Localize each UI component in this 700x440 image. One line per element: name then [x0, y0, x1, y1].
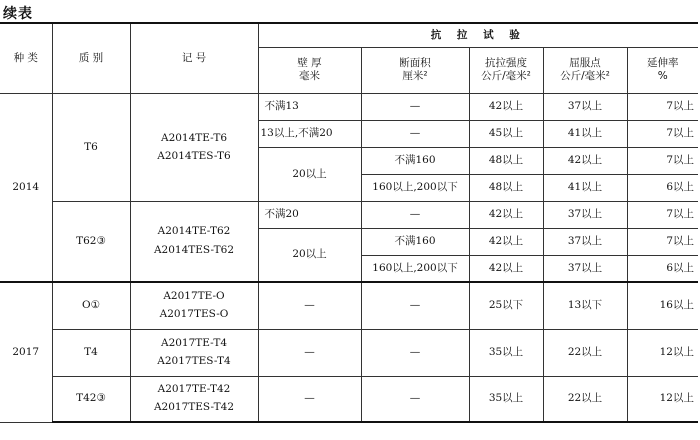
elongation-cell: 7以上: [627, 201, 698, 228]
strength-cell: 42以上: [469, 93, 543, 120]
yield-cell: 22以上: [543, 376, 627, 422]
strength-cell: 45以上: [469, 120, 543, 147]
temper-t6: T6: [52, 93, 130, 201]
strength-cell: 48以上: [469, 174, 543, 201]
table-row: [0, 93, 698, 120]
elongation-cell: 7以上: [627, 147, 698, 174]
thickness-cell: 不满13: [258, 93, 361, 120]
header-row-1: [0, 23, 698, 47]
area-cell: 160以上,200以下: [361, 174, 469, 201]
area-cell: 不满160: [361, 228, 469, 255]
strength-cell: 48以上: [469, 147, 543, 174]
yield-cell: 37以上: [543, 93, 627, 120]
yield-cell: 22以上: [543, 329, 627, 376]
header-area: 断面积 厘米²: [361, 47, 469, 93]
yield-cell: 13以下: [543, 282, 627, 329]
elongation-cell: 7以上: [627, 93, 698, 120]
table-row: [0, 201, 698, 228]
table-caption: 续表: [3, 6, 33, 22]
strength-cell: 42以上: [469, 228, 543, 255]
header-kind: 种 类: [0, 23, 52, 93]
elongation-cell: 7以上: [627, 228, 698, 255]
elongation-cell: 12以上: [627, 376, 698, 422]
header-thickness: 壁 厚 毫米: [258, 47, 361, 93]
table-row: [0, 282, 698, 329]
yield-cell: 41以上: [543, 120, 627, 147]
temper-o: O①: [52, 282, 130, 329]
alloy-2014: 2014: [0, 93, 52, 282]
yield-cell: 37以上: [543, 228, 627, 255]
table-row: [0, 329, 698, 376]
elongation-cell: 12以上: [627, 329, 698, 376]
code-o: A2017TE-O A2017TES-O: [130, 282, 258, 329]
yield-cell: 42以上: [543, 147, 627, 174]
header-temper: 质 别: [52, 23, 130, 93]
code-t62: A2014TE-T62 A2014TES-T62: [130, 201, 258, 282]
thickness-cell: —: [258, 329, 361, 376]
strength-cell: 42以上: [469, 255, 543, 282]
strength-cell: 35以上: [469, 329, 543, 376]
yield-cell: 37以上: [543, 255, 627, 282]
elongation-cell: 6以上: [627, 174, 698, 201]
thickness-cell: 13以上,不满20: [258, 120, 361, 147]
table-row: [0, 376, 698, 422]
area-cell: —: [361, 329, 469, 376]
code-t6: A2014TE-T6 A2014TES-T6: [130, 93, 258, 201]
spec-table: [0, 22, 698, 423]
temper-t4: T4: [52, 329, 130, 376]
area-cell: —: [361, 201, 469, 228]
temper-t42: T42③: [52, 376, 130, 422]
strength-cell: 42以上: [469, 201, 543, 228]
area-cell: —: [361, 93, 469, 120]
header-tensile: 抗 拉 试 验: [258, 23, 698, 47]
thickness-cell: —: [258, 282, 361, 329]
yield-cell: 41以上: [543, 174, 627, 201]
area-cell: —: [361, 376, 469, 422]
header-elongation: 延伸率 %: [627, 47, 698, 93]
temper-t62: T62③: [52, 201, 130, 282]
thickness-cell: 20以上: [258, 147, 361, 201]
strength-cell: 25以下: [469, 282, 543, 329]
alloy-2017: 2017: [0, 282, 52, 422]
area-cell: 160以上,200以下: [361, 255, 469, 282]
yield-cell: 37以上: [543, 201, 627, 228]
elongation-cell: 7以上: [627, 120, 698, 147]
header-strength: 抗拉强度 公斤/毫米²: [469, 47, 543, 93]
area-cell: —: [361, 282, 469, 329]
strength-cell: 35以上: [469, 376, 543, 422]
area-cell: —: [361, 120, 469, 147]
elongation-cell: 6以上: [627, 255, 698, 282]
code-t42: A2017TE-T42 A2017TES-T42: [130, 376, 258, 422]
area-cell: 不满160: [361, 147, 469, 174]
header-yield: 屈服点 公斤/毫米²: [543, 47, 627, 93]
thickness-cell: 20以上: [258, 228, 361, 282]
thickness-cell: 不满20: [258, 201, 361, 228]
header-code: 记 号: [130, 23, 258, 93]
elongation-cell: 16以上: [627, 282, 698, 329]
code-t4: A2017TE-T4 A2017TES-T4: [130, 329, 258, 376]
thickness-cell: —: [258, 376, 361, 422]
